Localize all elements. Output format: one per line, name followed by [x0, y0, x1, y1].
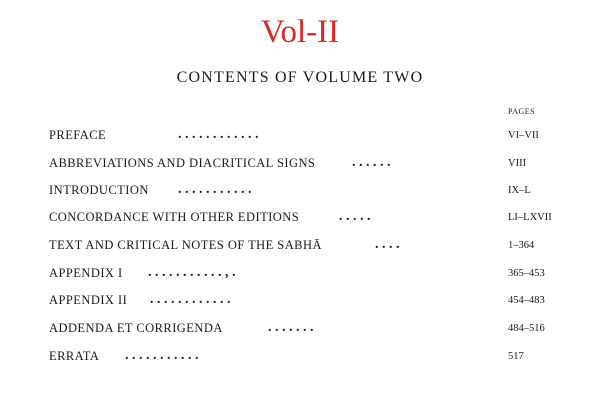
toc-entry-appendix-ii	[0, 291, 600, 311]
leader-dots: . . . . . . .	[268, 320, 314, 335]
toc-entry-abbreviations	[0, 154, 600, 174]
toc-entry-label: ABBREVIATIONS AND DIACRITICAL SIGNS	[49, 156, 316, 170]
leader-dots: . . . .	[375, 237, 400, 252]
volume-title: Vol-II	[260, 14, 340, 50]
toc-entry-pages: VIII	[508, 158, 527, 169]
leader-dots: . . . . . .	[352, 155, 391, 170]
toc-entry-pages: 365–453	[508, 268, 545, 279]
contents-heading: CONTENTS OF VOLUME TWO	[176, 69, 424, 86]
toc-entry-pages: 484–516	[508, 323, 545, 334]
toc-entry-label: INTRODUCTION	[49, 183, 149, 197]
toc-entry-pages: VI–VII	[508, 130, 539, 141]
toc-entry-pages: IX–L	[508, 185, 531, 196]
toc-entry-errata	[0, 347, 600, 367]
toc-entry-label: TEXT AND CRITICAL NOTES OF THE SABHĀ	[49, 238, 322, 252]
toc-entry-appendix-i	[0, 264, 600, 284]
toc-entry-label: PREFACE	[49, 128, 107, 142]
toc-entry-label: APPENDIX II	[49, 293, 128, 307]
leader-dots: . . . . . . . . . . .	[178, 182, 252, 197]
toc-entry-label: ADDENDA ET CORRIGENDA	[49, 321, 223, 335]
toc-entry-introduction	[0, 181, 600, 201]
toc-entry-pages: 454–483	[508, 295, 545, 306]
toc-entry-pages: 517	[508, 351, 524, 362]
toc-entry-label: CONCORDANCE WITH OTHER EDITIONS	[49, 210, 300, 224]
toc-entry-pages: 1–364	[508, 240, 535, 251]
leader-dots: . . . . . . . . . . . .	[150, 292, 231, 307]
toc-entry-text-and-notes	[0, 236, 600, 256]
toc-entry-preface	[0, 126, 600, 146]
toc-entry-pages: LI–LXVII	[508, 212, 552, 223]
toc-entry-concordance	[0, 208, 600, 228]
toc-entry-label: ERRATA	[49, 349, 100, 363]
leader-dots: . . . . . . . . . . . .	[178, 127, 259, 142]
pages-column-label: PAGES	[508, 107, 536, 116]
leader-dots: . . . . . . . . . . . , .	[148, 265, 236, 280]
toc-entry-addenda	[0, 319, 600, 339]
leader-dots: . . . . .	[339, 209, 371, 224]
leader-dots: . . . . . . . . . . .	[125, 348, 199, 363]
toc-entry-label: APPENDIX I	[49, 266, 123, 280]
